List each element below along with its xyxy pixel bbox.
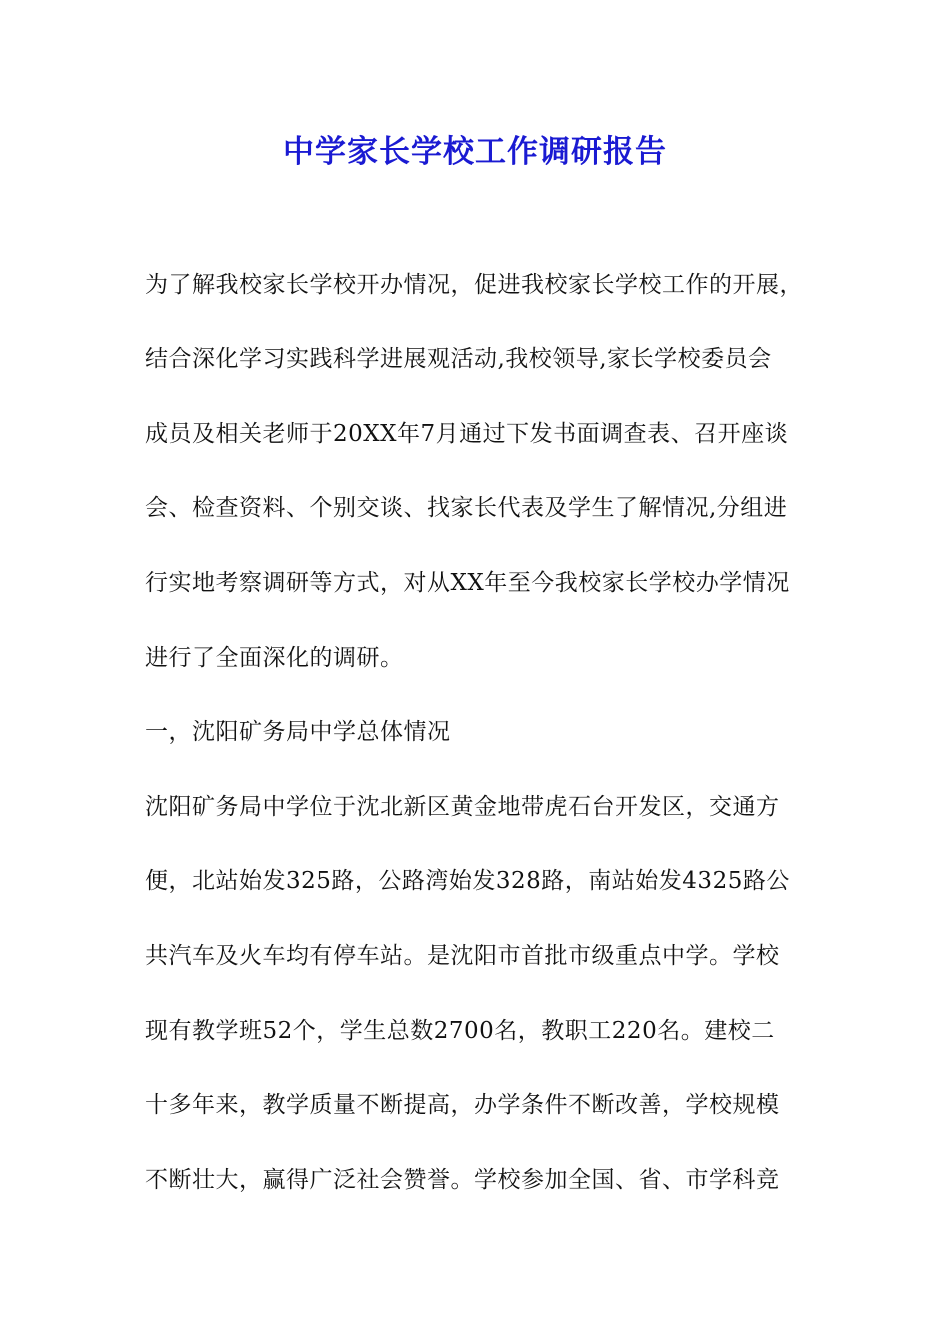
- paragraph-line: 现有教学班52个，学生总数2700名，教职工220名。建校二: [145, 1018, 775, 1044]
- document-title: 中学家长学校工作调研报告: [283, 134, 667, 170]
- paragraph-line: 行实地考察调研等方式，对从XX年至今我校家长学校办学情况: [145, 570, 790, 596]
- paragraph-line: 成员及相关老师于20XX年7月通过下发书面调查表、召开座谈: [145, 421, 789, 447]
- paragraph-line: 进行了全面深化的调研。: [145, 645, 404, 671]
- paragraph-line: 沈阳矿务局中学位于沈北新区黄金地带虎石台开发区，交通方: [145, 794, 780, 820]
- paragraph-line: 为了解我校家长学校开办情况，促进我校家长学校工作的开展，: [145, 272, 803, 298]
- paragraph-line: 不断壮大，赢得广泛社会赞誉。学校参加全国、省、市学科竞: [145, 1167, 780, 1193]
- paragraph-line: 便，北站始发325路，公路湾始发328路，南站始发4325路公: [145, 868, 790, 894]
- paragraph-line: 共汽车及火车均有停车站。是沈阳市首批市级重点中学。学校: [145, 943, 780, 969]
- paragraph-line: 十多年来，教学质量不断提高，办学条件不断改善，学校规模: [145, 1092, 780, 1118]
- section-heading: 一，沈阳矿务局中学总体情况: [145, 719, 451, 745]
- paragraph-line: 结合深化学习实践科学进展观活动,我校领导,家长学校委员会: [145, 346, 772, 372]
- paragraph-line: 会、检查资料、个别交谈、找家长代表及学生了解情况,分组进: [145, 495, 788, 521]
